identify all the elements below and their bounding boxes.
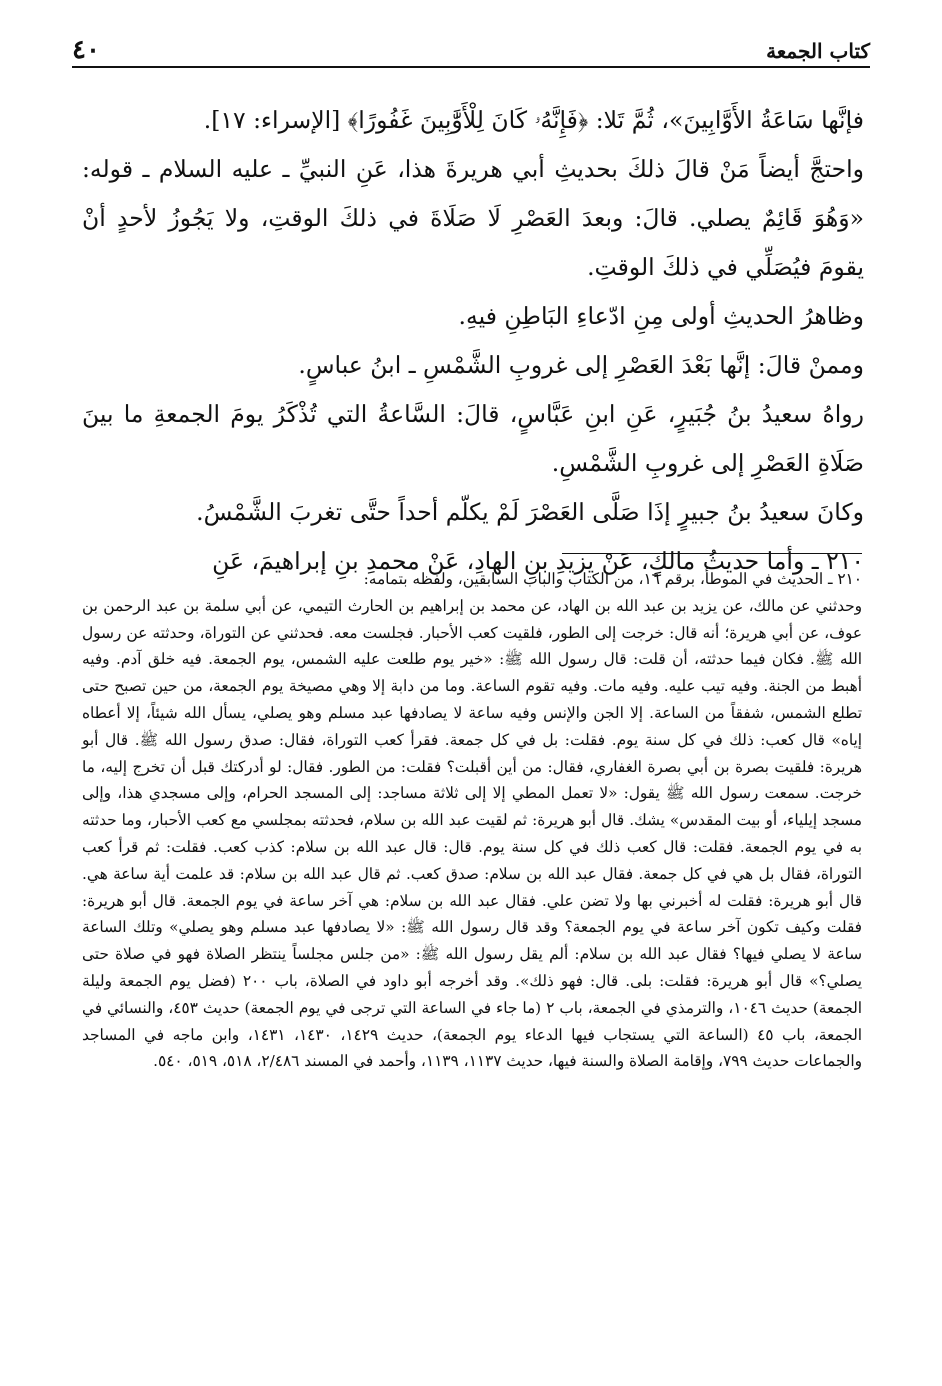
paragraph: وكانَ سعيدُ بنُ جبيرٍ إذَا صَلَّى العَصْرَ لَمْ يكلّم أحداً حتَّى تغربَ الشَّمْسُ.	[196, 498, 864, 526]
paragraph: وظاهرُ الحديثِ أولى مِنِ ادّعاءِ البَاطِنِ فيهِ.	[458, 302, 864, 330]
footnotes	[82, 566, 862, 1075]
paragraph: فإنَّها سَاعَةُ الأَوَّابِينَ»، ثُمَّ تَلا: ﴿فَإِنَّهُۥ كَانَ لِلْأَوَّٰبِينَ غَفُورًا﴾ [الإسراء: ١٧].	[203, 106, 864, 134]
footnote-separator	[562, 553, 862, 554]
paragraph: واحتجَّ أيضاً مَنْ قالَ ذلكَ بحديثِ أبي هريرةَ هذا، عَنِ النبيِّ ـ عليه السلام ـ قوله: «وَهُوَ قَائِمٌ يصلي. قالَ: وبعدَ العَصْرِ لَا صَلَاةَ في ذلكَ الوقتِ، ولا يَجُوزُ لأحدٍ أنْ يقومَ فيُصَلِّي في ذلكَ الوقتِ.	[82, 155, 864, 281]
footnote-body: وحدثني عن مالك، عن يزيد بن عبد الله بن الهاد، عن محمد بن إبراهيم بن الحارث التيمي، عن أبي سلمة بن عبد الرحمن بن عوف، عن أبي هريرة؛ أنه قال: خرجت إلى الطور، فلقيت كعب الأحبار. فجلست معه. فحدثني عن التوراة، وحدثته عن رسول الله ﷺ. فكان فيما حدثته، أن قلت: قال رسول الله ﷺ: «خير يوم طلعت عليه الشمس، يوم الجمعة. فيه خلق آدم. وفيه أهبط من الجنة. وفيه تيب عليه. وفيه مات. وفيه تقوم الساعة. وما من دابة إلا وهي مصيخة يوم الجمعة، من حين تصبح حتى تطلع الشمس، شفقاً من الساعة. إلا الجن والإنس وفيه ساعة لا يصادفها عبد مسلم وهو يصلي، يسأل الله شيئاً، إلا أعطاه إياه» قال كعب: ذلك في كل سنة يوم. فقلت: بل في كل جمعة. فقرأ كعب التوراة، فقال: صدق رسول الله ﷺ. قال أبو هريرة: فلقيت بصرة بن أبي بصرة الغفاري، فقال: من أين أقبلت؟ فقلت: من الطور. فقال: لو أدركتك قبل أن تخرج إليه، ما خرجت. سمعت رسول الله ﷺ يقول: «لا تعمل المطي إلا إلى ثلاثة مساجد: إلى المسجد الحرام، وإلى مسجدي هذا، وإلى مسجد إيلياء، أو بيت المقدس» يشك. قال أبو هريرة: ثم لقيت عبد الله بن سلام، فحدثته بمجلسي مع كعب الأحبار، وما حدثته به في يوم الجمعة. فقلت: قال كعب ذلك في كل سنة يوم. قال: قال عبد الله بن سلام: كذب كعب. فقلت: ثم قرأ كعب التوراة، فقال بل هي في كل جمعة. فقال عبد الله بن سلام: صدق كعب. ثم قال عبد الله بن سلام: قد علمت أية ساعة هي. قال أبو هريرة: فقلت له أخبرني بها ولا تضن علي. فقال عبد الله بن سلام: هي آخر ساعة في يوم الجمعة. قال أبو هريرة: فقلت وكيف تكون آخر ساعة في يوم الجمعة؟ وقد قال رسول الله ﷺ: «لا يصادفها عبد مسلم وهو يصلي» وتلك الساعة ساعة لا يصلي فيها؟ فقال عبد الله بن سلام: ألم يقل رسول الله ﷺ: «من جلس مجلساً ينتظر الصلاة فهو في صلاة حتى يصلي؟» قال أبو هريرة: فقلت: بلى. قال: فهو ذلك». وقد أخرجه أبو داود في الصلاة، باب ٢٠٠ (فضل يوم الجمعة وليلة الجمعة) حديث ١٠٤٦، والترمذي في الجمعة، باب ٢ (ما جاء في الساعة التي ترجى في يوم الجمعة) حديث ٤٥٣، والنسائي في الجمعة، باب ٤٥ (الساعة التي يستجاب فيها الدعاء يوم الجمعة)، حديث ١٤٢٩، ١٤٣٠، ١٤٣١، وابن ماجه في المساجد والجماعات حديث ٧٩٩، وإقامة الصلاة والسنة فيها، حديث ١١٣٧، ١١٣٩، وأحمد في المسند ٢/٤٨٦، ٥١٨، ٥١٩، ٥٤٠.	[82, 596, 863, 1071]
paragraph: ٢١٠ ـ وأما حديثُ مالكٍ، عَنْ يزيدِ بنِ الهادِ، عَنْ محمدِ بنِ إبراهيمَ، عَنِ	[212, 547, 864, 575]
main-text	[82, 96, 864, 586]
header-rule	[72, 66, 870, 68]
footnote-heading: ٢١٠ ـ الحديث في الموطأ، برقم ١٦، من الكتاب والباب السابقين، ولفظه بتمامه:	[363, 570, 862, 588]
book-title: كتاب الجمعة	[766, 39, 870, 63]
paragraph: وممنْ قالَ: إنَّها بَعْدَ العَصْرِ إلى غروبِ الشَّمْسِ ـ ابنُ عباسٍ.	[298, 351, 864, 379]
page-header	[72, 34, 870, 64]
paragraph: رواهُ سعيدُ بنُ جُبَيرٍ، عَنِ ابنِ عَبَّاسٍ، قالَ: السَّاعةُ التي تُذْكَرُ يومَ الجمعةِ ما بينَ صَلَاةِ العَصْرِ إلى غروبِ الشَّمْسِ.	[82, 400, 864, 477]
page-number: ٤٠	[72, 35, 100, 65]
